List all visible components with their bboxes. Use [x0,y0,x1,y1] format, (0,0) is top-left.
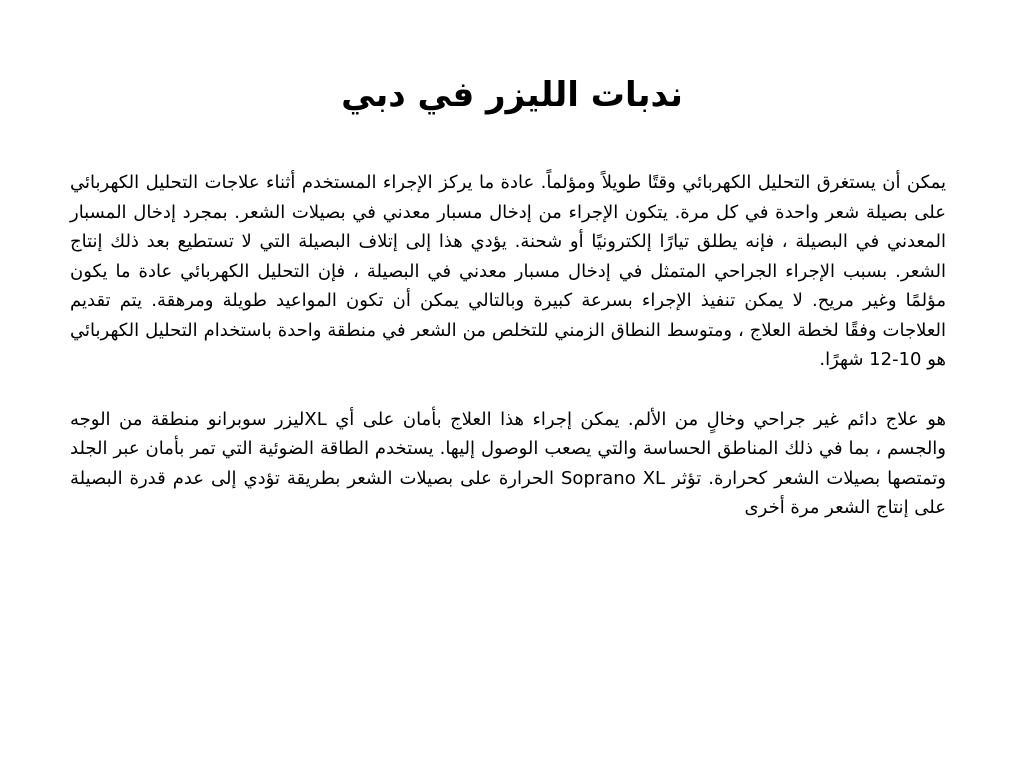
slide-body [70,168,946,523]
body-paragraph-soprano-xl: هو علاج دائم غير جراحي وخالٍ من الألم. يمكن إجراء هذا العلاج بأمان على أي XLليزر سوبرانو منطقة من الوجه والجسم ، بما في ذلك المناطق الحساسة والتي يصعب الوصول إليها. يستخدم الطاقة الضوئية التي تمر بأمان عبر الجلد وتمتصها بصيلات الشعر كحرارة. تؤثر Soprano XL الحرارة على بصيلات الشعر بطريقة تؤدي إلى عدم قدرة البصيلة على إنتاج الشعر مرة أخرى [70,408,946,518]
slide-title: ندبات الليزر في دبي [341,75,683,115]
body-paragraph-electrolysis: يمكن أن يستغرق التحليل الكهربائي وقتًا طويلاً ومؤلماً. عادة ما يركز الإجراء المستخدم أثناء علاجات التحليل الكهربائي على بصيلة شعر واحدة في كل مرة. يتكون الإجراء من إدخال مسبار معدني في بصيلات الشعر. بمجرد إدخال المسبار المعدني في البصيلة ، فإنه يطلق تيارًا إلكترونيًا أو شحنة. يؤدي هذا إلى إتلاف البصيلة التي لا تستطيع بعد ذلك إنتاج الشعر. بسبب الإجراء الجراحي المتمثل في إدخال مسبار معدني في البصيلة ، فإن التحليل الكهربائي عادة ما يكون مؤلمًا وغير مريح. لا يمكن تنفيذ الإجراء بسرعة كبيرة وبالتالي يمكن أن تكون المواعيد طويلة ومرهقة. يتم تقديم العلاجات وفقًا لخطة العلاج ، ومتوسط النطاق الزمني للتخلص من الشعر في منطقة واحدة باستخدام التحليل الكهربائي هو 10-12 شهرًا. [70,172,946,370]
